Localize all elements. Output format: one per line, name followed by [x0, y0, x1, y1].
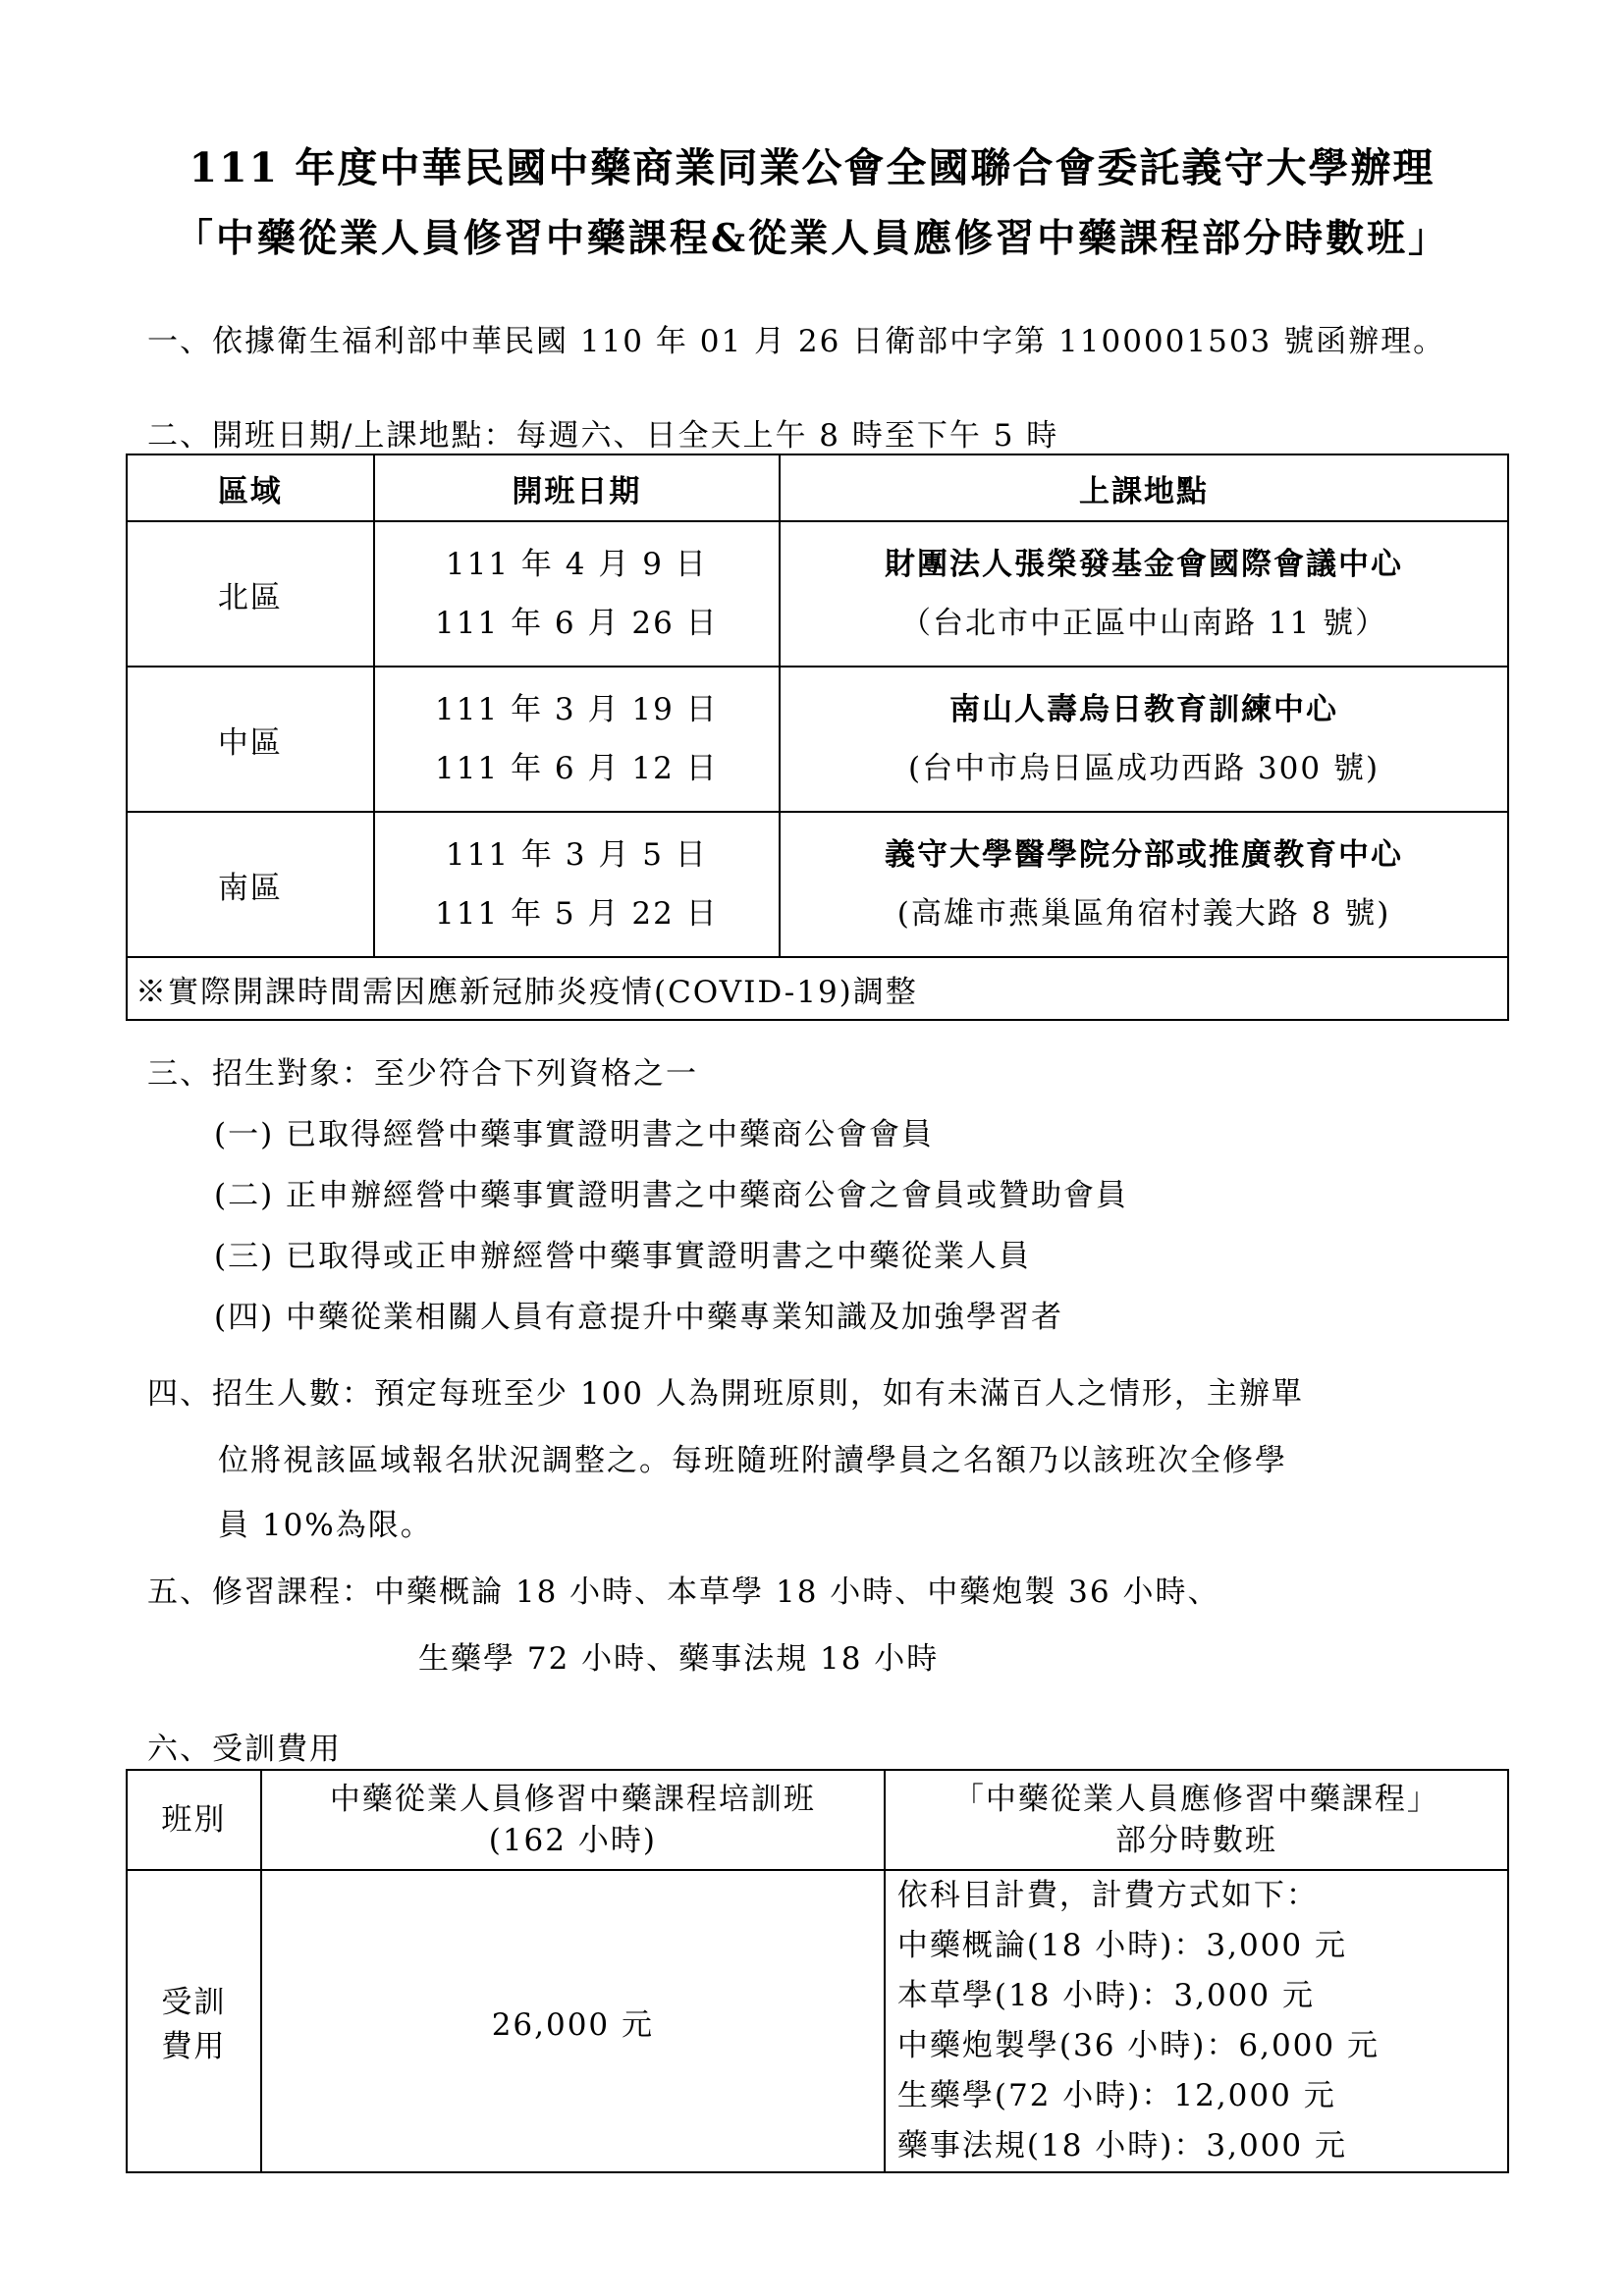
section3-title: 三、招生對象：至少符合下列資格之一 [147, 1056, 698, 1092]
table-row [127, 521, 1508, 667]
eligibility-item: (四) 中藥從業相關人員有意提升中藥專業知識及加強學習者 [214, 1300, 1064, 1335]
section4-line3: 員 10%為限。 [218, 1508, 433, 1543]
table-row [127, 667, 1508, 812]
fee-label-line1: 受訓 [161, 1985, 227, 2020]
schedule-table [126, 454, 1509, 1021]
document-title-line1: 111 年度中華民國中藥商業同業公會全國聯合會委託義守大學辦理 [189, 144, 1435, 191]
date-cell [374, 667, 780, 812]
section5-line2: 生藥學 72 小時、藥事法規 18 小時 [418, 1641, 940, 1677]
header-date: 開班日期 [374, 454, 780, 521]
end-date: 111 年 6 月 26 日 [435, 606, 719, 641]
start-date: 111 年 3 月 5 日 [445, 837, 708, 873]
venue-cell [780, 812, 1508, 957]
section6-title: 六、受訓費用 [147, 1732, 342, 1767]
region-cell: 南區 [127, 812, 374, 957]
header-partial-course [885, 1770, 1508, 1870]
header-class: 班別 [127, 1770, 261, 1870]
document-title-line2: 「中藥從業人員修習中藥課程&從業人員應修習中藥課程部分時數班」 [174, 216, 1450, 261]
fee-list-item: 生藥學(72 小時)：12,000 元 [896, 2078, 1336, 2113]
eligibility-item: (三) 已取得或正申辦經營中藥事實證明書之中藥從業人員 [214, 1239, 1032, 1274]
full-fee-cell: 26,000 元 [261, 1870, 885, 2172]
venue-cell [780, 667, 1508, 812]
fee-list-item: 藥事法規(18 小時)：3,000 元 [896, 2128, 1347, 2163]
table-row [127, 812, 1508, 957]
fee-header-row [127, 1770, 1508, 1870]
header-partial-course-sub: 部分時數班 [1114, 1823, 1277, 1858]
region-cell: 北區 [127, 521, 374, 667]
eligibility-item: (一) 已取得經營中藥事實證明書之中藥商公會會員 [214, 1117, 935, 1152]
section5-line1: 五、修習課程：中藥概論 18 小時、本草學 18 小時、中藥炮製 36 小時、 [147, 1575, 1220, 1610]
venue-address: （台北市中正區中山南路 11 號） [899, 606, 1388, 641]
partial-fee-cell [885, 1870, 1508, 2172]
fee-list-item: 中藥概論(18 小時)：3,000 元 [896, 1928, 1347, 1963]
table-header-row [127, 454, 1508, 521]
header-full-course-name: 中藥從業人員修習中藥課程培訓班 [329, 1782, 816, 1817]
end-date: 111 年 5 月 22 日 [435, 896, 719, 932]
start-date: 111 年 3 月 19 日 [435, 692, 719, 727]
venue-name: 義守大學醫學院分部或推廣教育中心 [885, 837, 1404, 873]
header-region: 區域 [127, 454, 374, 521]
fee-list-item: 中藥炮製學(36 小時)：6,000 元 [896, 2028, 1380, 2063]
fee-list-item: 依科目計費，計費方式如下： [896, 1878, 1319, 1913]
venue-address: (高雄市燕巢區角宿村義大路 8 號) [896, 896, 1391, 932]
fee-label-line2: 費用 [161, 2029, 227, 2064]
fee-row [127, 1870, 1508, 2172]
fee-table [126, 1769, 1509, 2173]
venue-name: 財團法人張榮發基金會國際會議中心 [885, 547, 1404, 582]
header-partial-course-name: 「中藥從業人員應修習中藥課程」 [952, 1782, 1439, 1817]
venue-name: 南山人壽烏日教育訓練中心 [949, 692, 1339, 727]
region-cell: 中區 [127, 667, 374, 812]
header-full-course-hours: (162 小時) [488, 1823, 657, 1858]
section2-title: 二、開班日期/上課地點：每週六、日全天上午 8 時至下午 5 時 [147, 418, 1059, 454]
end-date: 111 年 6 月 12 日 [435, 751, 719, 786]
start-date: 111 年 4 月 9 日 [445, 547, 708, 582]
date-cell [374, 521, 780, 667]
fee-label-cell [127, 1870, 261, 2172]
venue-cell [780, 521, 1508, 667]
table-note-row [127, 957, 1508, 1020]
header-venue: 上課地點 [780, 454, 1508, 521]
fee-list-item: 本草學(18 小時)：3,000 元 [896, 1978, 1315, 2013]
date-cell [374, 812, 780, 957]
header-full-course [261, 1770, 885, 1870]
section4-line1: 四、招生人數：預定每班至少 100 人為開班原則，如有未滿百人之情形，主辦單 [147, 1376, 1304, 1412]
covid-note: ※實際開課時間需因應新冠肺炎疫情(COVID-19)調整 [127, 957, 1508, 1020]
section4-line2: 位將視該區域報名狀況調整之。每班隨班附讀學員之名額乃以該班次全修學 [218, 1443, 1287, 1478]
section1-text: 一、依據衛生福利部中華民國 110 年 01 月 26 日衛部中字第 1100001503 號函辦理。 [147, 324, 1446, 359]
eligibility-item: (二) 正申辦經營中藥事實證明書之中藥商公會之會員或贊助會員 [214, 1178, 1129, 1213]
venue-address: (台中市烏日區成功西路 300 號) [908, 751, 1380, 786]
